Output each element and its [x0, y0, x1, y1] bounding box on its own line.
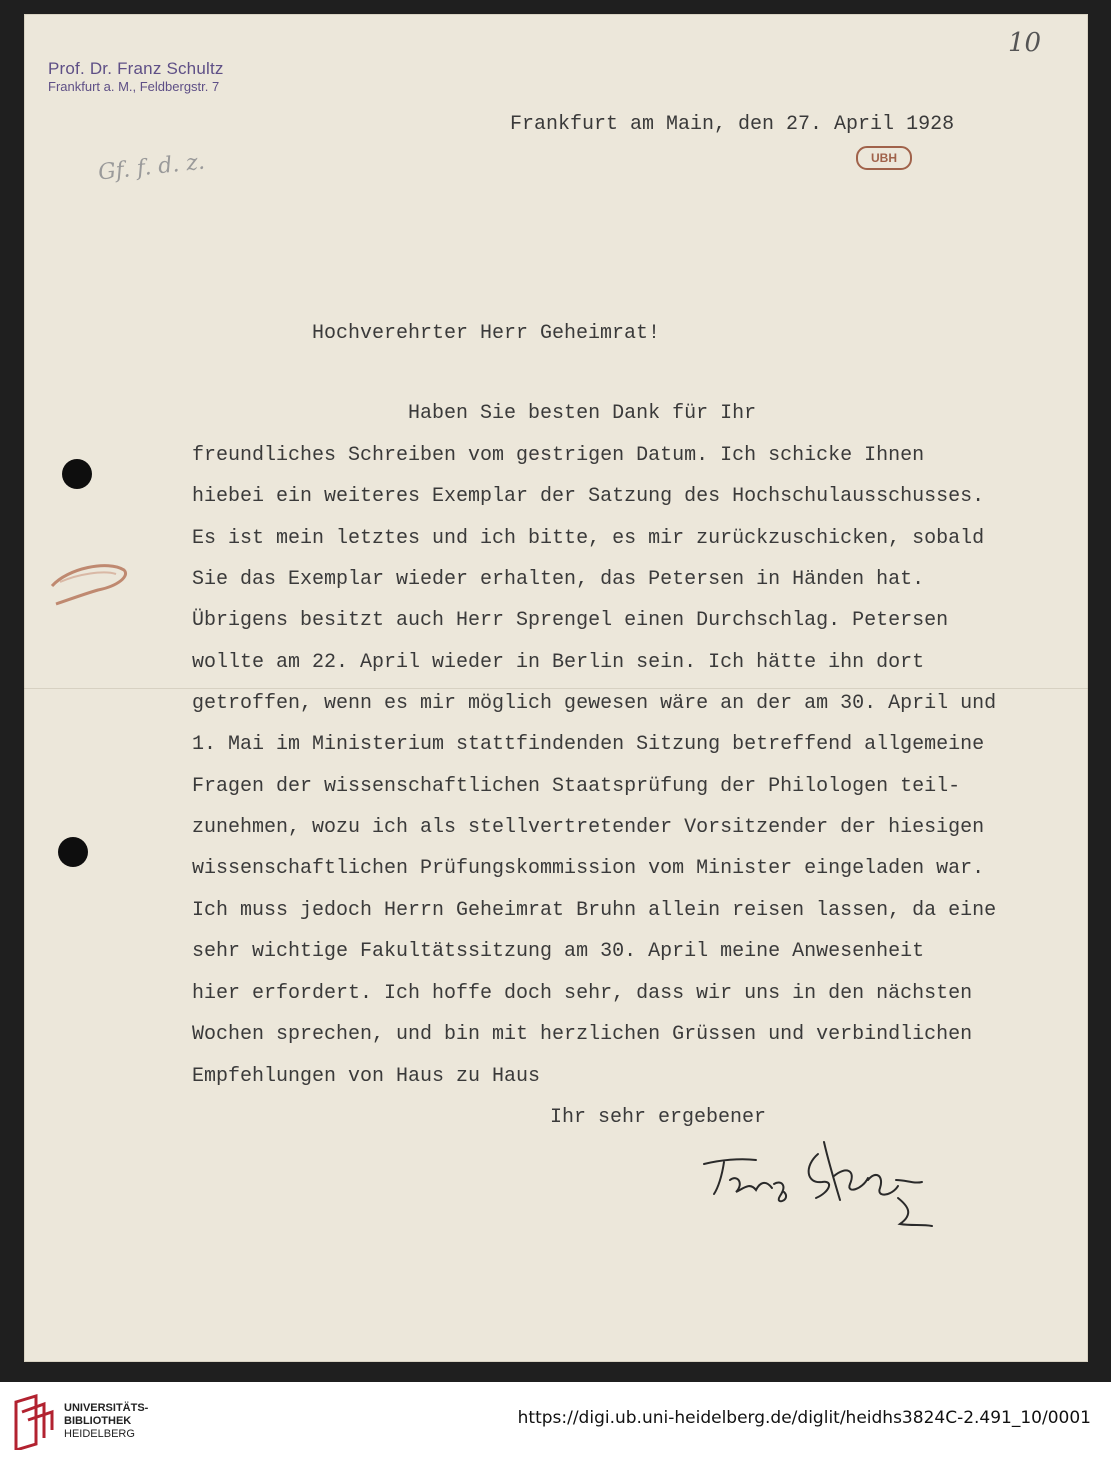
pencil-annotation: Gf. f. d. z.: [96, 149, 206, 186]
stamp-address: Frankfurt a. M., Feldbergstr. 7: [48, 79, 220, 95]
body-line: wissenschaftlichen Prüfungskommission vom Minister eingeladen war.: [192, 857, 985, 880]
document-url[interactable]: https://digi.ub.uni-heidelberg.de/diglit/heidhs3824C-2.491_10/0001: [517, 1408, 1091, 1428]
salutation: Hochverehrter Herr Geheimrat!: [312, 322, 661, 345]
body-line: Empfehlungen von Haus zu Haus: [192, 1065, 541, 1088]
body-line: wollte am 22. April wieder in Berlin sein. Ich hätte ihn dort: [192, 651, 925, 674]
body-line: Übrigens besitzt auch Herr Sprengel einen Durchschlag. Petersen: [192, 609, 949, 632]
body-line: sehr wichtige Fakultätssitzung am 30. April meine Anwesenheit: [192, 940, 925, 963]
viewer-footer: [0, 1382, 1111, 1462]
body-line: Sie das Exemplar wieder erhalten, das Petersen in Händen hat.: [192, 568, 925, 591]
body-line: 1. Mai im Ministerium stattfindenden Sitzung betreffend allgemeine: [192, 733, 985, 756]
university-library-logo-icon: [12, 1394, 56, 1450]
paper-fold-line: [24, 688, 1088, 689]
date-line: Frankfurt am Main, den 27. April 1928: [510, 113, 955, 136]
rust-stain-icon: [48, 556, 132, 608]
body-line: hiebei ein weiteres Exemplar der Satzung des Hochschulausschusses.: [192, 485, 985, 508]
page-number: 10: [1008, 28, 1042, 58]
ubh-stamp: UBH: [856, 146, 912, 170]
punch-hole-icon: [62, 459, 92, 489]
letterhead-stamp: [48, 58, 224, 96]
body-line: getroffen, wenn es mir möglich gewesen wäre an der am 30. April und: [192, 692, 997, 715]
closing-phrase: Ihr sehr ergebener: [550, 1106, 767, 1129]
body-line: hier erfordert. Ich hoffe doch sehr, dass wir uns in den nächsten: [192, 982, 973, 1005]
punch-hole-icon: [58, 837, 88, 867]
body-line: zunehmen, wozu ich als stellvertretender Vorsitzender der hiesigen: [192, 816, 985, 839]
library-name-line: BIBLIOTHEK: [64, 1415, 132, 1427]
body-line: Es ist mein letztes und ich bitte, es mir zurückzuschicken, sobald: [192, 527, 985, 550]
handwritten-signature: [700, 1140, 950, 1236]
library-name-line: UNIVERSITÄTS-: [64, 1402, 149, 1414]
body-line: Wochen sprechen, und bin mit herzlichen Grüssen und verbindlichen: [192, 1023, 973, 1046]
library-name-line: HEIDELBERG: [64, 1428, 135, 1440]
body-line: freundliches Schreiben vom gestrigen Datum. Ich schicke Ihnen: [192, 444, 925, 467]
body-line: Ich muss jedoch Herrn Geheimrat Bruhn allein reisen lassen, da eine: [192, 899, 997, 922]
body-line: Fragen der wissenschaftlichen Staatsprüfung der Philologen teil-: [192, 775, 961, 798]
stamp-name: Prof. Dr. Franz Schultz: [48, 59, 224, 78]
library-name: [64, 1402, 148, 1441]
body-line: Haben Sie besten Dank für Ihr: [192, 402, 757, 425]
